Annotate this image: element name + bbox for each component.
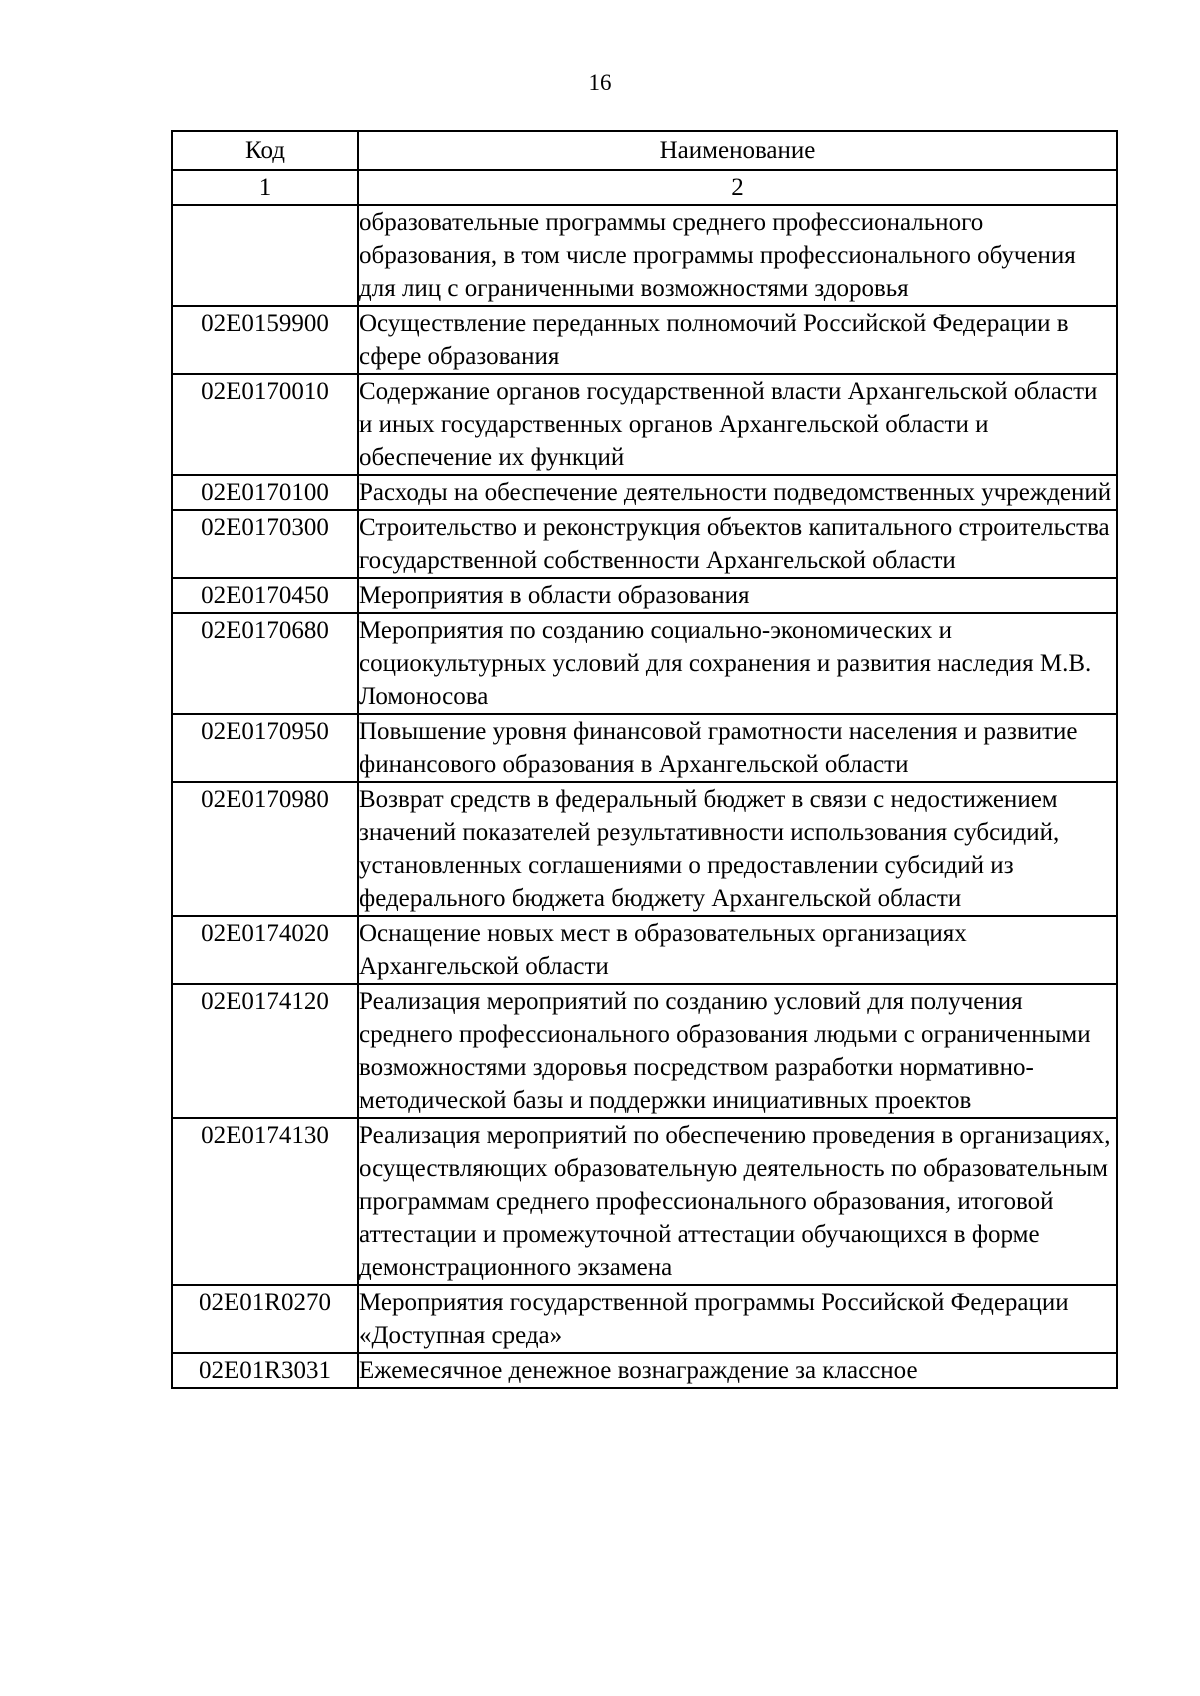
row-name: Реализация мероприятий по созданию условий для получения среднего профессионального образования людьми с ограниченными возможностями здоровья посредством разработки нормативно-методической базы и поддержки инициативных проектов [358,984,1117,1118]
row-name: Ежемесячное денежное вознаграждение за классное [358,1353,1117,1388]
row-code: 02Е0170680 [172,613,358,714]
table-row [172,578,1117,613]
table-row [172,782,1117,916]
row-name: Содержание органов государственной власти Архангельской области и иных государственных органов Архангельской области и обеспечение их функций [358,374,1117,475]
row-code: 02Е0170100 [172,475,358,510]
table-row [172,205,1117,306]
row-name: Строительство и реконструкция объектов капитального строительства государственной собственности Архангельской области [358,510,1117,578]
table-row [172,1285,1117,1353]
table-row [172,916,1117,984]
row-code [172,205,358,306]
budget-codes-table [171,130,1118,1389]
table-row [172,984,1117,1118]
header-name: Наименование [358,131,1117,170]
page-number: 16 [588,70,612,95]
table-row [172,613,1117,714]
row-name: Мероприятия государственной программы Российской Федерации «Доступная среда» [358,1285,1117,1353]
table-row [172,374,1117,475]
table-row [172,1353,1117,1388]
table-header-row [172,131,1117,170]
header-code: Код [172,131,358,170]
column-number-2: 2 [358,170,1117,205]
row-name: Мероприятия по созданию социально-экономических и социокультурных условий для сохранения и развития наследия М.В. Ломоносова [358,613,1117,714]
row-code: 02Е0170980 [172,782,358,916]
table-row [172,1118,1117,1285]
row-code: 02Е0170450 [172,578,358,613]
row-code: 02Е0170300 [172,510,358,578]
table-row [172,510,1117,578]
row-code: 02Е01R0270 [172,1285,358,1353]
row-name: образовательные программы среднего профессионального образования, в том числе программы профессионального обучения для лиц с ограниченными возможностями здоровья [358,205,1117,306]
row-code: 02Е0174130 [172,1118,358,1285]
row-name: Оснащение новых мест в образовательных организациях Архангельской области [358,916,1117,984]
row-name: Расходы на обеспечение деятельности подведомственных учреждений [358,475,1117,510]
row-name: Повышение уровня финансовой грамотности населения и развитие финансового образования в Архангельской области [358,714,1117,782]
row-name: Осуществление переданных полномочий Российской Федерации в сфере образования [358,306,1117,374]
column-number-row [172,170,1117,205]
row-code: 02Е0159900 [172,306,358,374]
table-body [172,205,1117,1388]
row-code: 02Е0170950 [172,714,358,782]
table-row [172,714,1117,782]
row-code: 02Е0174020 [172,916,358,984]
row-name: Возврат средств в федеральный бюджет в связи с недостижением значений показателей результативности использования субсидий, установленных соглашениями о предоставлении субсидий из федерального бюджета бюджету Архангельской области [358,782,1117,916]
table-row [172,475,1117,510]
column-number-1: 1 [172,170,358,205]
table-row [172,306,1117,374]
row-name: Реализация мероприятий по обеспечению проведения в организациях, осуществляющих образовательную деятельность по образовательным программам среднего профессионального образования, итоговой аттестации и промежуточной аттестации обучающихся в форме демонстрационного экзамена [358,1118,1117,1285]
row-code: 02Е0174120 [172,984,358,1118]
row-name: Мероприятия в области образования [358,578,1117,613]
row-code: 02Е01R3031 [172,1353,358,1388]
row-code: 02Е0170010 [172,374,358,475]
